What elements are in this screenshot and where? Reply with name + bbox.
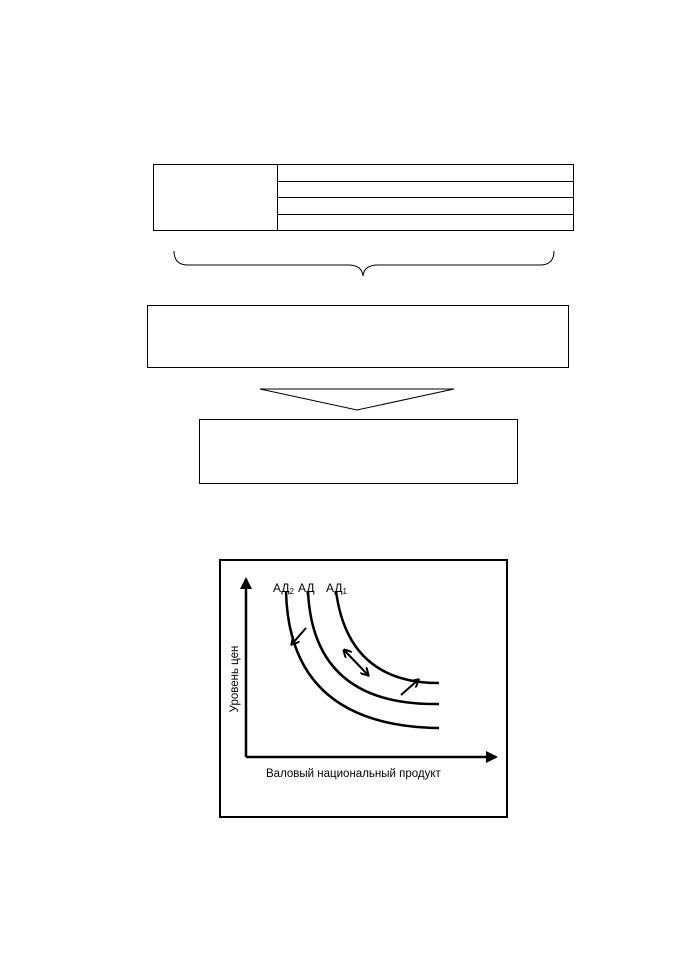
- table-right-column: [277, 165, 573, 230]
- table-left-cell: [154, 165, 278, 230]
- funnel-triangle: [259, 388, 455, 412]
- shift-left-arrow: [292, 628, 306, 644]
- chart-canvas: [221, 561, 506, 816]
- lower-box: [199, 419, 518, 484]
- label-ad1: АД1: [326, 581, 347, 596]
- table-row-divider: [277, 181, 573, 182]
- curve-ad: [308, 591, 439, 704]
- top-table: [153, 164, 574, 231]
- label-ad: АД: [298, 581, 315, 595]
- middle-box: [147, 305, 569, 368]
- label-ad2: АД2: [273, 581, 294, 596]
- curly-brace: [170, 248, 558, 282]
- curve-ad1: [336, 591, 439, 683]
- aggregate-demand-chart: [219, 559, 508, 818]
- table-row-divider: [277, 197, 573, 198]
- movement-along-curve-arrow: [344, 650, 368, 675]
- shift-right-arrow: [401, 680, 418, 695]
- x-axis-label: Валовый национальный продукт: [266, 768, 441, 780]
- table-row-divider: [277, 214, 573, 215]
- y-axis-label: Уровень цен: [229, 645, 241, 713]
